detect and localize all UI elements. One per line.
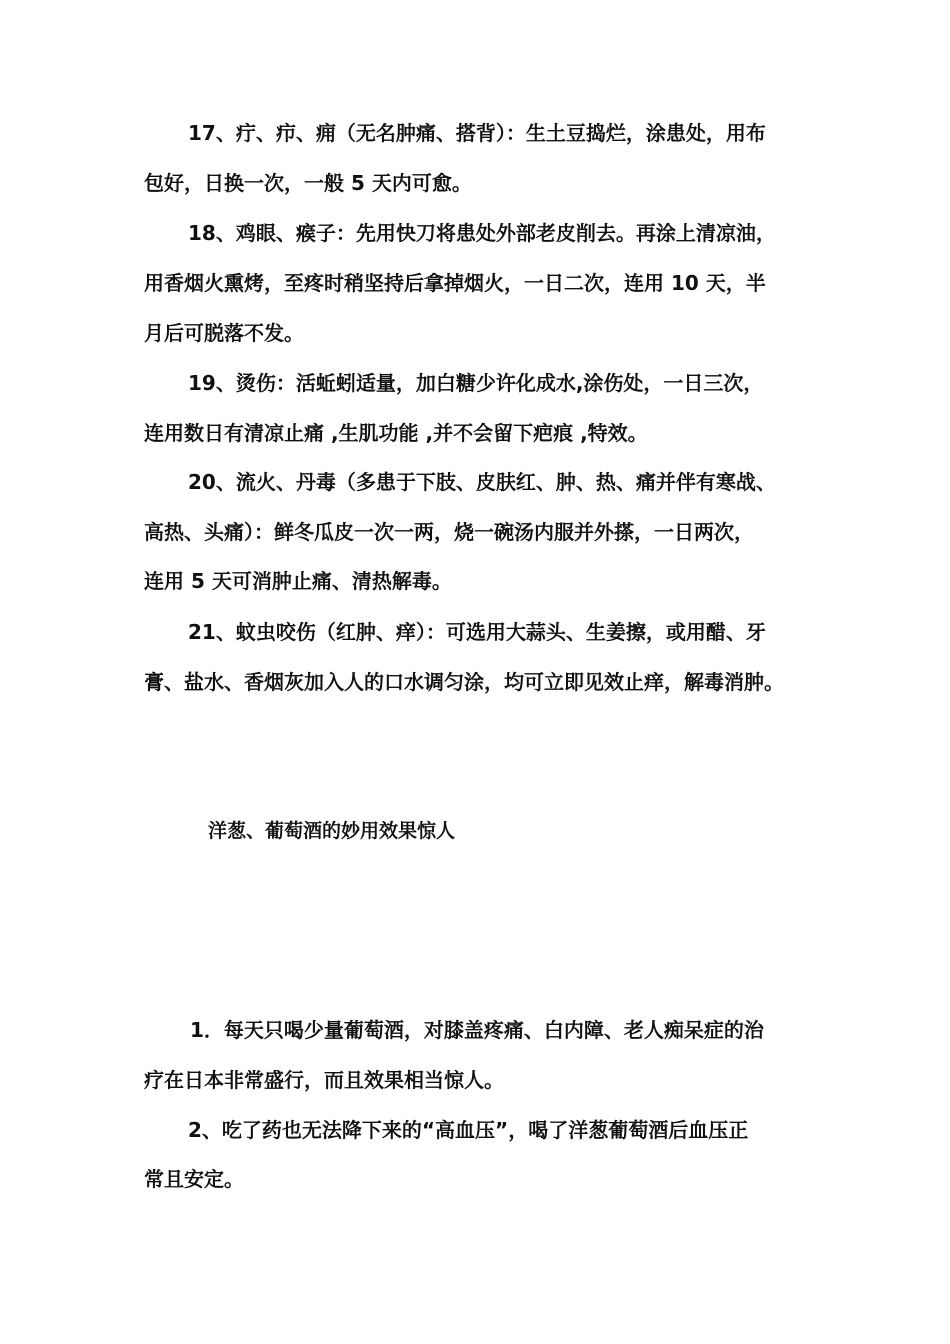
paragraph-line: 20、流火、丹毒（多患于下肢、皮肤红、肿、热、痛并伴有寒战、 [188, 470, 776, 494]
paragraph-line: 1．每天只喝少量葡萄酒，对膝盖疼痛、白内障、老人痴呆症的治 [190, 1018, 764, 1042]
paragraph-line: 17、疔、疖、痈（无名肿痛、搭背）：生土豆捣烂，涂患处，用布 [188, 121, 766, 145]
paragraph-line: 连用 5 天可消肿止痛、清热解毒。 [144, 569, 452, 593]
paragraph-line: 用香烟火熏烤，至疼时稍坚持后拿掉烟火，一日二次，连用 10 天，半 [144, 271, 766, 295]
paragraph-line: 18、鸡眼、瘊子：先用快刀将患处外部老皮削去。再涂上清凉油， [188, 221, 776, 245]
section-title: 洋葱、葡萄酒的妙用效果惊人 [208, 820, 456, 842]
paragraph-line: 包好，日换一次，一般 5 天内可愈。 [144, 171, 472, 195]
paragraph-line: 疗在日本非常盛行，而且效果相当惊人。 [144, 1068, 504, 1092]
paragraph-line: 高热、头痛）：鲜冬瓜皮一次一两，烧一碗汤内服并外搽，一日两次， [144, 520, 754, 544]
paragraph-line: 连用数日有清凉止痛 ,生肌功能 ,并不会留下疤痕 ,特效。 [144, 421, 648, 445]
paragraph-line: 月后可脱落不发。 [144, 321, 304, 345]
paragraph-line: 19、烫伤：活蚯蚓适量，加白糖少许化成水,涂伤处，一日三次， [188, 371, 764, 395]
paragraph-line: 21、蚊虫咬伤（红肿、痒）：可选用大蒜头、生姜擦，或用醋、牙 [188, 620, 766, 644]
paragraph-line: 2、吃了药也无法降下来的“高血压”，喝了洋葱葡萄酒后血压正 [188, 1118, 749, 1142]
paragraph-line: 膏、盐水、香烟灰加入人的口水调匀涂，均可立即见效止痒，解毒消肿。 [144, 670, 784, 694]
paragraph-line: 常且安定。 [144, 1167, 244, 1191]
